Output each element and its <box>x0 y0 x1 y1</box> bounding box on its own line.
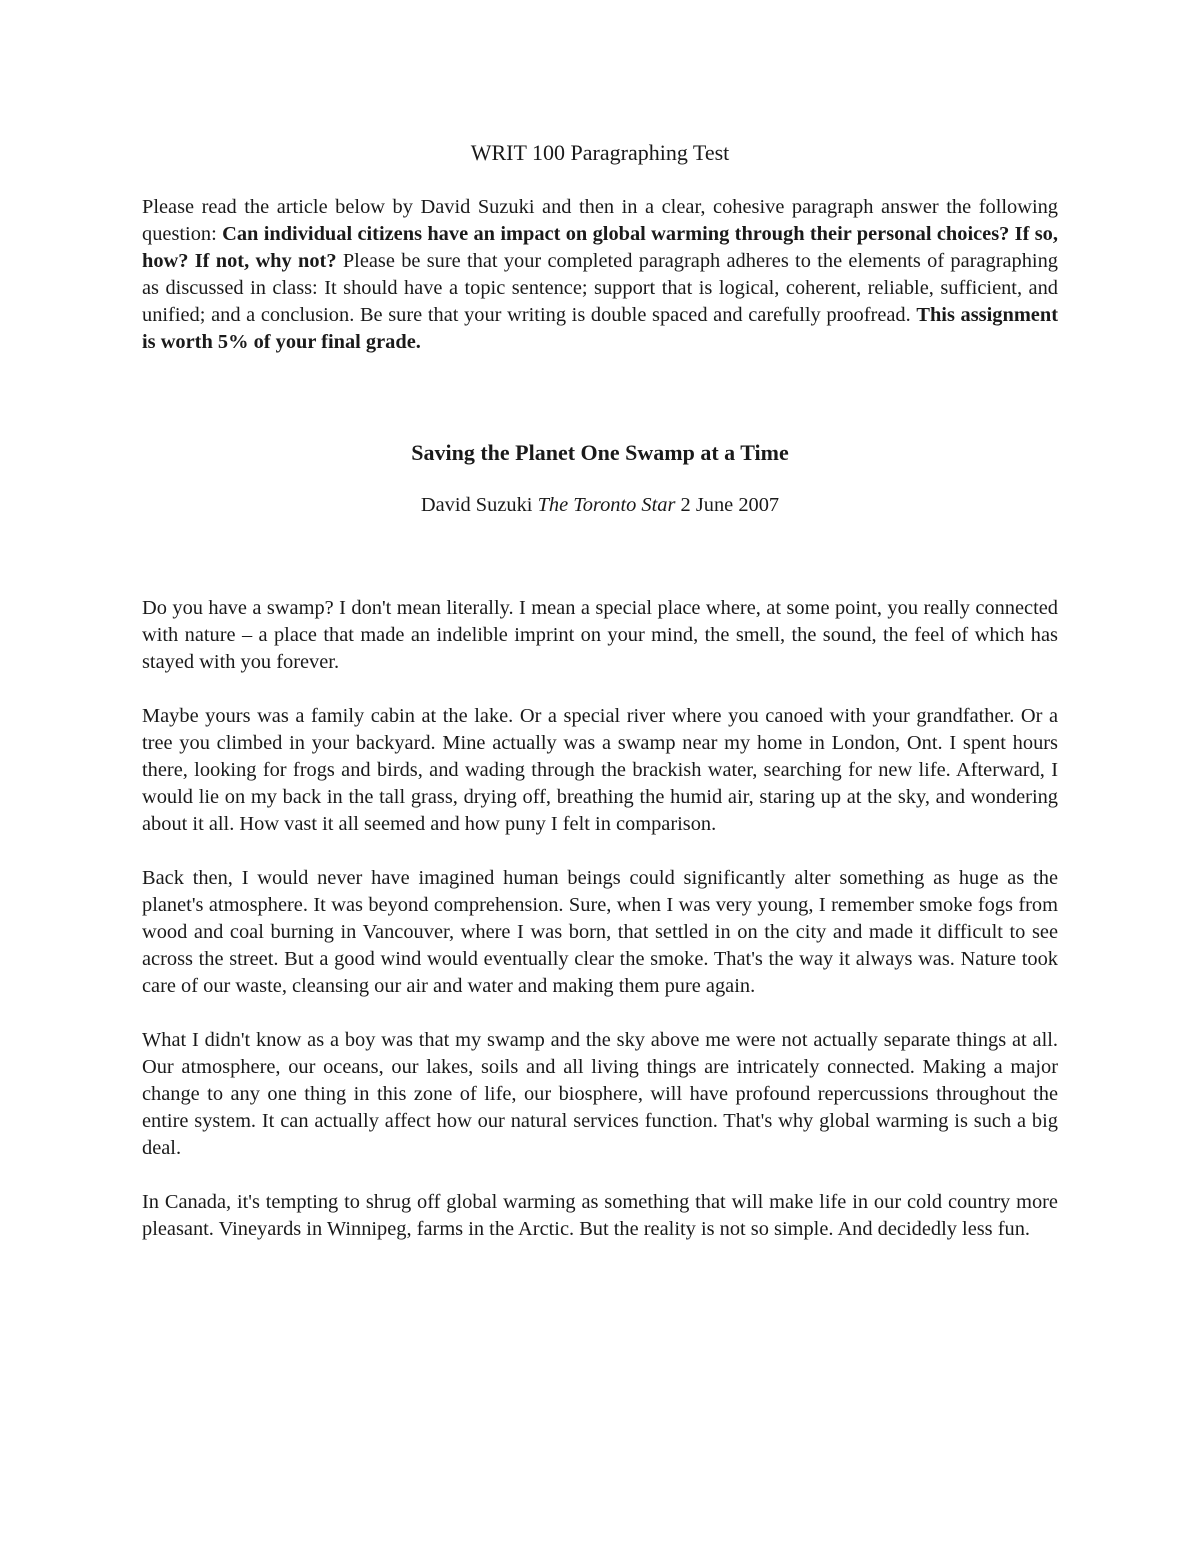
article-date: 2 June 2007 <box>680 493 780 516</box>
instructions-paragraph <box>142 194 1058 356</box>
assignment-question: Can individual citizens have an impact on global warming through their personal choices? If so, how? If not, why not? <box>142 223 1058 273</box>
article-paragraph-1: Do you have a swamp? I don't mean literally. I mean a special place where, at some point, you really connected with nature – a place that made an indelible imprint on your mind, the smell, the sound, the feel of which has stayed with you forever. <box>142 597 1058 674</box>
article-paragraph-3: Back then, I would never have imagined human beings could significantly alter something as huge as the planet's atmosphere. It was beyond comprehension. Sure, when I was very young, I remember smoke fogs from wood and coal burning in Vancouver, where I was born, that settled in on the city and made it difficult to see across the street. But a good wind would eventually clear the smoke. That's the way it always was. Nature took care of our waste, cleansing our air and water and making them pure again. <box>142 867 1058 998</box>
article-paragraph-5: In Canada, it's tempting to shrug off global warming as something that will make life in our cold country more pleasant. Vineyards in Winnipeg, farms in the Arctic. But the reality is not so simple. And decidedly less fun. <box>142 1191 1058 1241</box>
article-author: David Suzuki <box>420 493 533 516</box>
assignment-weight: This assignment is worth 5% of your final grade. <box>142 304 1058 354</box>
instructions-text-2: Please be sure that your completed paragraph adheres to the elements of paragraphing as discussed in class: It should have a topic sentence; support that is logical, coherent, reliable, sufficient, and unified; and a conclusion. Be sure that your writing is double spaced and carefully proofread. <box>142 250 1058 327</box>
article-paragraph-2: Maybe yours was a family cabin at the lake. Or a special river where you canoed with your grandfather. Or a tree you climbed in your backyard. Mine actually was a swamp near my home in London, Ont. I spent hours there, looking for frogs and birds, and wading through the brackish water, searching for new life. Afterward, I would lie on my back in the tall grass, drying off, breathing the humid air, staring up at the sky, and wondering about it all. How vast it all seemed and how puny I felt in comparison. <box>142 705 1058 836</box>
article-publication: The Toronto Star <box>537 493 676 516</box>
article-body <box>142 595 1058 1243</box>
article-paragraph-4: What I didn't know as a boy was that my swamp and the sky above me were not actually separate things at all. Our atmosphere, our oceans, our lakes, soils and all living things are intricately connected. Making a major change to any one thing in this zone of life, our biosphere, will have profound repercussions throughout the entire system. It can actually affect how our natural services function. That's why global warming is such a big deal. <box>142 1029 1058 1160</box>
instructions-text-1: Please read the article below by David Suzuki and then in a clear, cohesive paragraph answer the following question: <box>142 196 1058 246</box>
document-title: WRIT 100 Paragraphing Test <box>470 140 730 165</box>
article-title: Saving the Planet One Swamp at a Time <box>411 440 789 466</box>
document-page <box>142 140 1058 1270</box>
article-byline <box>142 493 1058 517</box>
